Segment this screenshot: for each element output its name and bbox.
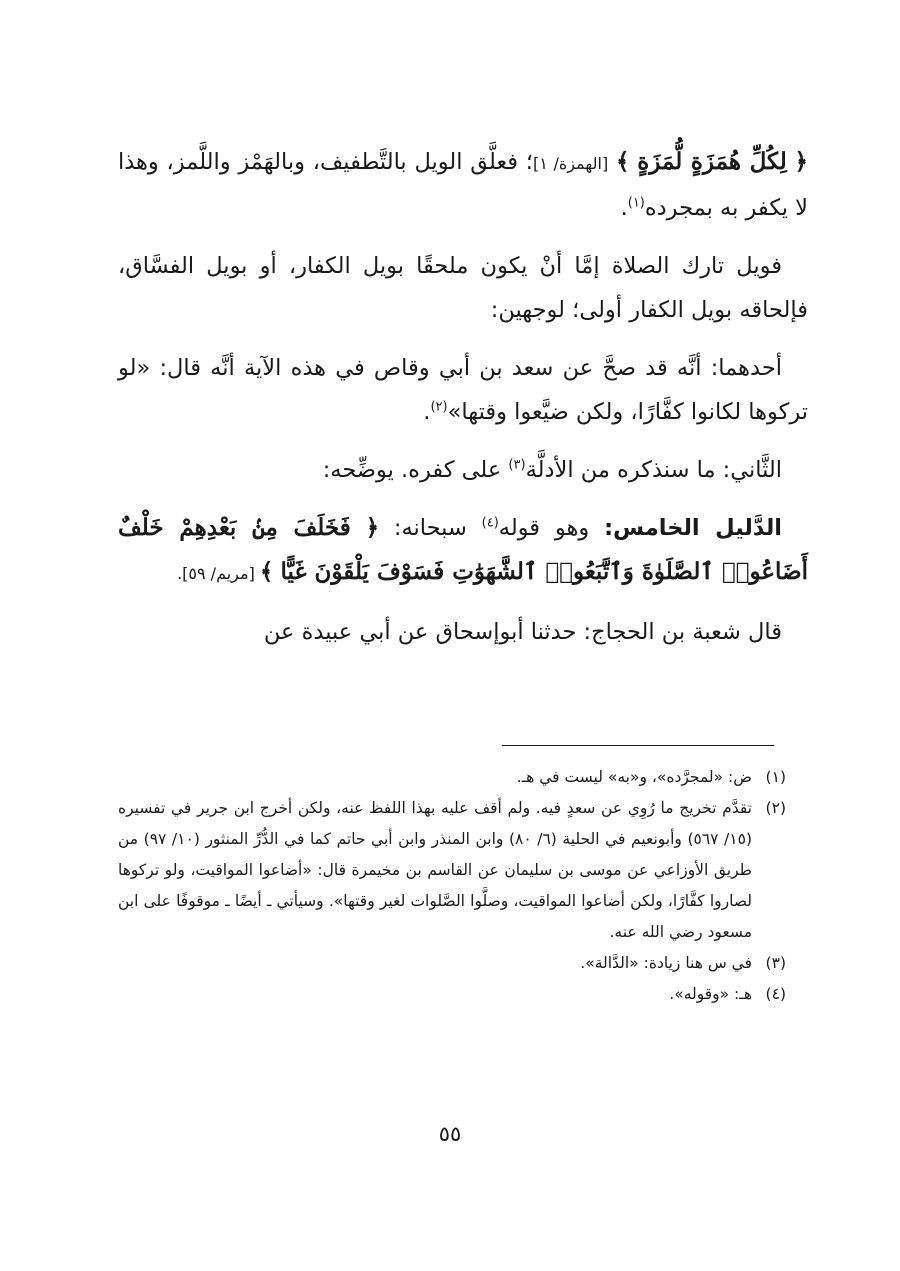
footnote-text: تقدَّم تخريج ما رُوِي عن سعدٍ فيه. ولم أقف عليه بهذا اللفظ عنه، ولكن أخرج ابن جرير في تفسيره (١٥/ ٥٦٧) وأبونعيم في الحلية (٦/ ٨٠) وابن المنذر وابن أبي حاتم كما في الدُّرِّ المنثور (١٠/ ٩٧) من طريق الأوزاعي عن موسى بن سليمان عن القاسم بن مخيمرة قال: «أضاعوا المواقيت، ولو تركوها لصاروا كفَّارًا، ولكن أضاعوا المواقيت، وصلَّوا الصَّلوات لغير وقتها». وسيأتي ـ أيضًا ـ موقوفًا على ابن مسعود رضي الله عنه. <box>118 799 753 941</box>
footnote-number: (٤) <box>765 985 786 1003</box>
section-heading-fifth-proof: الدَّليل الخامس: <box>604 515 782 541</box>
paragraph-4-text-a: الثَّاني: ما سنذكره من الأدلَّة <box>525 457 782 483</box>
paragraph-3 <box>118 346 808 434</box>
paragraph-2-text: فويل تارك الصلاة إمَّا أنْ يكون ملحقًا بويل الكفار، أو بويل الفسَّاق، فإلحاقه بويل الكفار أولى؛ لوجهين: <box>118 253 808 323</box>
footnote-marker-1: (١) <box>627 195 645 211</box>
footnotes-section <box>118 762 786 1010</box>
quran-verse-maryam: فَخَلَفَ مِنۢ بَعْدِهِمْ خَلْفٌ أَضَاعُوا۟ ٱلصَّلَوٰةَ وَٱتَّبَعُوا۟ ٱلشَّهَوَٰتِ فَسَوْفَ يَلْقَوْنَ غَيًّا <box>118 514 808 585</box>
page-number: ٥٥ <box>438 1122 462 1146</box>
main-body-text <box>118 140 808 668</box>
paragraph-1 <box>118 140 808 230</box>
footnote-1 <box>118 762 786 793</box>
paragraph-4-text-b: على كفره. يوضِّحه: <box>322 457 509 483</box>
paragraph-1-text: ؛ فعلَّق الويل بالتَّطفيف، وبالهَمْز واللَّمز، وهذا لا يكفر به بمجرده <box>118 149 808 221</box>
quran-verse-close-bracket: ﴾ <box>616 148 630 175</box>
paragraph-1-end: . <box>620 195 628 221</box>
footnote-marker-4: (٤) <box>481 515 499 531</box>
footnote-text: في س هنا زيادة: «الدَّالة». <box>580 954 752 972</box>
quran-verse-open-bracket-2: ﴿ <box>365 514 380 541</box>
footnote-text: هـ: «وقوله». <box>669 985 752 1003</box>
footnote-separator-line <box>502 745 774 746</box>
paragraph-5 <box>118 506 808 596</box>
quran-verse-open-bracket: ﴿ <box>794 148 809 175</box>
paragraph-5-text-a: وهو قوله <box>498 515 605 541</box>
paragraph-5-text-b: سبحانه: <box>379 515 482 541</box>
footnote-marker-3: (٣) <box>508 457 526 473</box>
footnote-text: ض: «لمجرَّده»، و«به» ليست في هـ. <box>516 768 752 786</box>
footnote-number: (٣) <box>765 954 786 972</box>
quran-verse-close-bracket-2: ﴾ <box>259 558 274 585</box>
paragraph-6 <box>118 610 808 654</box>
footnote-2 <box>118 793 786 948</box>
paragraph-3-text: أحدهما: أنَّه قد صحَّ عن سعد بن أبي وقاص في هذه الآية أنَّه قال: «لو تركوها لكانوا كفَّارًا، ولكن ضيَّعوا وقتها» <box>118 355 808 425</box>
footnote-number: (١) <box>765 768 786 786</box>
paragraph-4 <box>118 448 808 492</box>
footnote-4 <box>118 979 786 1010</box>
verse-reference-maryam: [مريم/ ٥٩]. <box>177 564 260 583</box>
paragraph-2 <box>118 244 808 332</box>
verse-reference: [الهمزة/ ١] <box>532 154 609 173</box>
footnote-3 <box>118 948 786 979</box>
footnote-marker-2: (٢) <box>430 399 448 415</box>
paragraph-3-end: . <box>423 399 431 425</box>
footnote-number: (٢) <box>765 799 786 817</box>
quran-verse-humazah: لِكُلِّ هُمَزَةٍ لُّمَزَةٍ <box>637 148 787 175</box>
paragraph-6-text: قال شعبة بن الحجاج: حدثنا أبوإسحاق عن أبي عبيدة عن <box>263 619 782 645</box>
